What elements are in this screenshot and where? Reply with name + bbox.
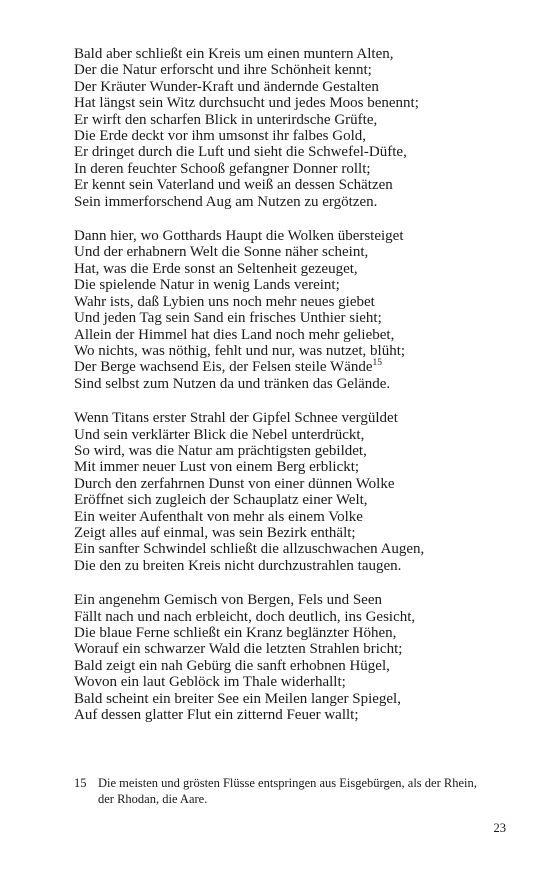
footnote-text-line: der Rhodan, die Aare.	[98, 791, 208, 806]
stanza-4	[74, 592, 524, 723]
verse-line: Der Kräuter Wunder-Kraft und ändernde Gestalten	[74, 78, 379, 95]
verse-line: Die den zu breiten Kreis nicht durchzustrahlen taugen.	[74, 557, 402, 574]
footnote-text-line: Die meisten und grösten Flüsse entspringen aus Eisgebürgen, als der Rhein,	[98, 776, 477, 790]
verse-line: Dann hier, wo Gotthards Haupt die Wolken übersteiget	[74, 228, 404, 245]
verse-line: Er dringet durch die Luft und sieht die Schwefel-Düfte,	[74, 144, 407, 161]
verse-line: Bald zeigt ein nah Gebürg die sanft erhobnen Hügel,	[74, 657, 390, 674]
verse-line: Zeigt alles auf einmal, was sein Bezirk enthält;	[74, 524, 356, 541]
verse-line: Eröffnet sich zugleich der Schauplatz einer Welt,	[74, 492, 368, 509]
verse-line: Worauf ein schwarzer Wald die letzten Strahlen bricht;	[74, 641, 403, 658]
verse-line: Der die Natur erforscht und ihre Schönheit kennt;	[74, 62, 372, 79]
page-number: 23	[493, 821, 506, 835]
verse-line: Sein immerforschend Aug am Nutzen zu ergötzen.	[74, 193, 378, 210]
verse-line: Die Erde deckt vor ihm umsonst ihr falbes Gold,	[74, 128, 367, 145]
verse-line: Und der erhabnern Welt die Sonne näher scheint,	[74, 244, 369, 261]
verse-line: Ein angenehm Gemisch von Bergen, Fels und Seen	[74, 592, 382, 609]
verse-text: Der Berge wachsend Eis, der Felsen steile Wände	[74, 359, 373, 376]
verse-line: Sind selbst zum Nutzen da und tränken das Gelände.	[74, 375, 391, 392]
verse-line: Allein der Himmel hat dies Land noch mehr geliebet,	[74, 326, 395, 343]
verse-line: Und jeden Tag sein Sand ein frisches Unthier sieht;	[74, 310, 382, 327]
verse-line: Wahr ists, daß Lybien uns noch mehr neues giebet	[74, 293, 375, 310]
verse-line: So wird, was die Natur am prächtigsten gebildet,	[74, 442, 367, 459]
verse-line: Hat, was die Erde sonst an Seltenheit gezeuget,	[74, 260, 358, 277]
verse-line: Bald scheint ein breiter See ein Meilen langer Spiegel,	[74, 690, 401, 707]
verse-line: Mit immer neuer Lust von einem Berg erblickt;	[74, 459, 360, 476]
verse-line: Wo nichts, was nöthig, fehlt und nur, was nutzet, blüht;	[74, 342, 406, 359]
verse-line: Ein weiter Aufenthalt von mehr als einem Volke	[74, 508, 363, 525]
stanza-1	[74, 46, 524, 210]
verse-line: Er kennt sein Vaterland und weiß an dessen Schätzen	[74, 177, 393, 194]
verse-line: Wenn Titans erster Strahl der Gipfel Schnee vergüldet	[74, 410, 398, 427]
verse-line: Die blaue Ferne schließt ein Kranz beglänzter Höhen,	[74, 625, 397, 641]
footnote-reference[interactable]: 15	[372, 358, 383, 369]
stanza-3	[74, 410, 524, 574]
verse-line: Durch den zerfahrnen Dunst von einer dünnen Wolke	[74, 475, 395, 492]
stanza-2	[74, 228, 524, 392]
footnote-number: 15	[74, 776, 87, 790]
verse-line: Wovon ein laut Geblöck im Thale widerhallt;	[74, 674, 346, 691]
footnote	[74, 776, 514, 807]
verse-line: In deren feuchter Schooß gefangner Donner rollt;	[74, 160, 371, 177]
verse-line: Hat längst sein Witz durchsucht und jedes Moos benennt;	[74, 95, 419, 112]
verse-line: Ein sanfter Schwindel schließt die allzuschwachen Augen,	[74, 541, 425, 558]
verse-line: Er wirft den scharfen Blick in unterirdsche Grüfte,	[74, 111, 378, 128]
verse-line: Bald aber schließt ein Kreis um einen muntern Alten,	[74, 46, 394, 62]
verse-line: Fällt nach und nach erbleicht, doch deutlich, ins Gesicht,	[74, 608, 416, 625]
poem-body	[74, 46, 524, 741]
verse-line: Und sein verklärter Blick die Nebel unterdrückt,	[74, 426, 365, 443]
verse-line-with-footnote	[74, 359, 524, 375]
verse-line: Die spielende Natur in wenig Lands vereint;	[74, 277, 340, 294]
verse-line: Auf dessen glatter Flut ein zitternd Feuer wallt;	[74, 707, 359, 724]
